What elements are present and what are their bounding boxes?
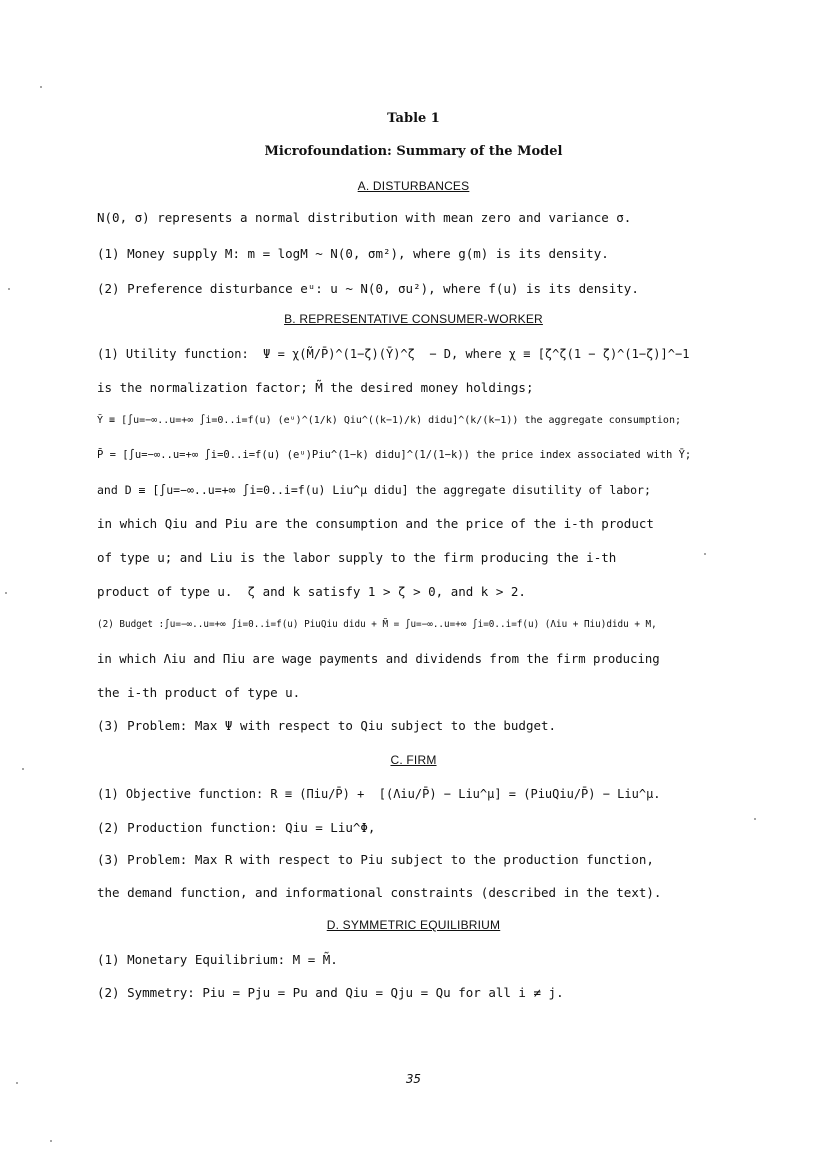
section-b-heading: B. REPRESENTATIVE CONSUMER-WORKER [284,312,543,326]
section-a-line: N(0, σ) represents a normal distribution with mean zero and variance σ. [97,210,632,225]
section-c-line: (3) Problem: Max R with respect to Piu subject to the production function, [97,852,654,867]
scan-speck [704,553,706,555]
section-d-heading: D. SYMMETRIC EQUILIBRIUM [326,918,501,932]
section-b-line: (3) Problem: Max Ψ with respect to Qiu subject to the budget. [97,718,557,733]
table-title: Table 1 [387,111,440,126]
section-a-heading: A. DISTURBANCES [357,179,470,193]
section-b-line: product of type u. ζ and k satisfy 1 > ζ > 0, and k > 2. [97,584,526,599]
section-b-line: (2) Budget :∫u=−∞..u=+∞ ∫i=0..i=f(u) PiuQiu didu + M̃ = ∫u=−∞..u=+∞ ∫i=0..i=f(u) (Λiu + Πiu)didu + M, [97,619,657,630]
section-b-line: is the normalization factor; M̃ the desired money holdings; [97,380,534,395]
table-subtitle: Microfoundation: Summary of the Model [264,144,563,159]
section-d-line: (2) Symmetry: Piu = Pju = Pu and Qiu = Qju = Qu for all i ≠ j. [97,985,564,1000]
section-a-line: (2) Preference disturbance eᵘ: u ~ N(0, σu²), where f(u) is its density. [97,281,639,296]
page-number: 35 [405,1071,422,1086]
scan-speck [50,1140,52,1142]
scan-speck [16,1082,18,1084]
section-a-line: (1) Money supply M: m = logM ~ N(0, σm²), where g(m) is its density. [97,246,609,261]
scan-speck [22,768,24,770]
section-c-line: (1) Objective function: R ≡ (Πiu/P̄) + [(Λiu/P̄) − Liu^μ] = (PiuQiu/P̄) − Liu^μ. [97,787,661,801]
section-c-line: (2) Production function: Qiu = Liu^Φ, [97,820,376,835]
section-b-line: in which Λiu and Πiu are wage payments and dividends from the firm producing [97,652,660,666]
scan-speck [8,288,10,290]
scan-speck [40,86,42,88]
section-b-line: P̄ = [∫u=−∞..u=+∞ ∫i=0..i=f(u) (eᵘ)Piu^(1−k) didu]^(1/(1−k)) the price index associated with Ȳ; [97,449,692,461]
section-d-line: (1) Monetary Equilibrium: M = M̃. [97,952,338,967]
section-b-line: Ȳ ≡ [∫u=−∞..u=+∞ ∫i=0..i=f(u) (eᵘ)^(1/k) Qiu^((k−1)/k) didu]^(k/(k−1)) the aggregate consumption; [97,415,681,426]
section-c-line: the demand function, and informational constraints (described in the text). [97,885,662,900]
section-c-heading: C. FIRM [390,753,437,767]
section-b-line: (1) Utility function: Ψ = χ(M̃/P̄)^(1−ζ)(Ȳ)^ζ − D, where χ ≡ [ζ^ζ(1 − ζ)^(1−ζ)]^−1 [97,347,690,361]
scan-speck [5,592,7,594]
section-b-line: the i-th product of type u. [97,685,301,700]
section-b-line: of type u; and Liu is the labor supply to the firm producing the i-th [97,550,617,565]
section-b-line: and D ≡ [∫u=−∞..u=+∞ ∫i=0..i=f(u) Liu^μ didu] the aggregate disutility of labor; [97,483,651,497]
scan-speck [754,818,756,820]
section-b-line: in which Qiu and Piu are the consumption and the price of the i-th product [97,516,654,531]
